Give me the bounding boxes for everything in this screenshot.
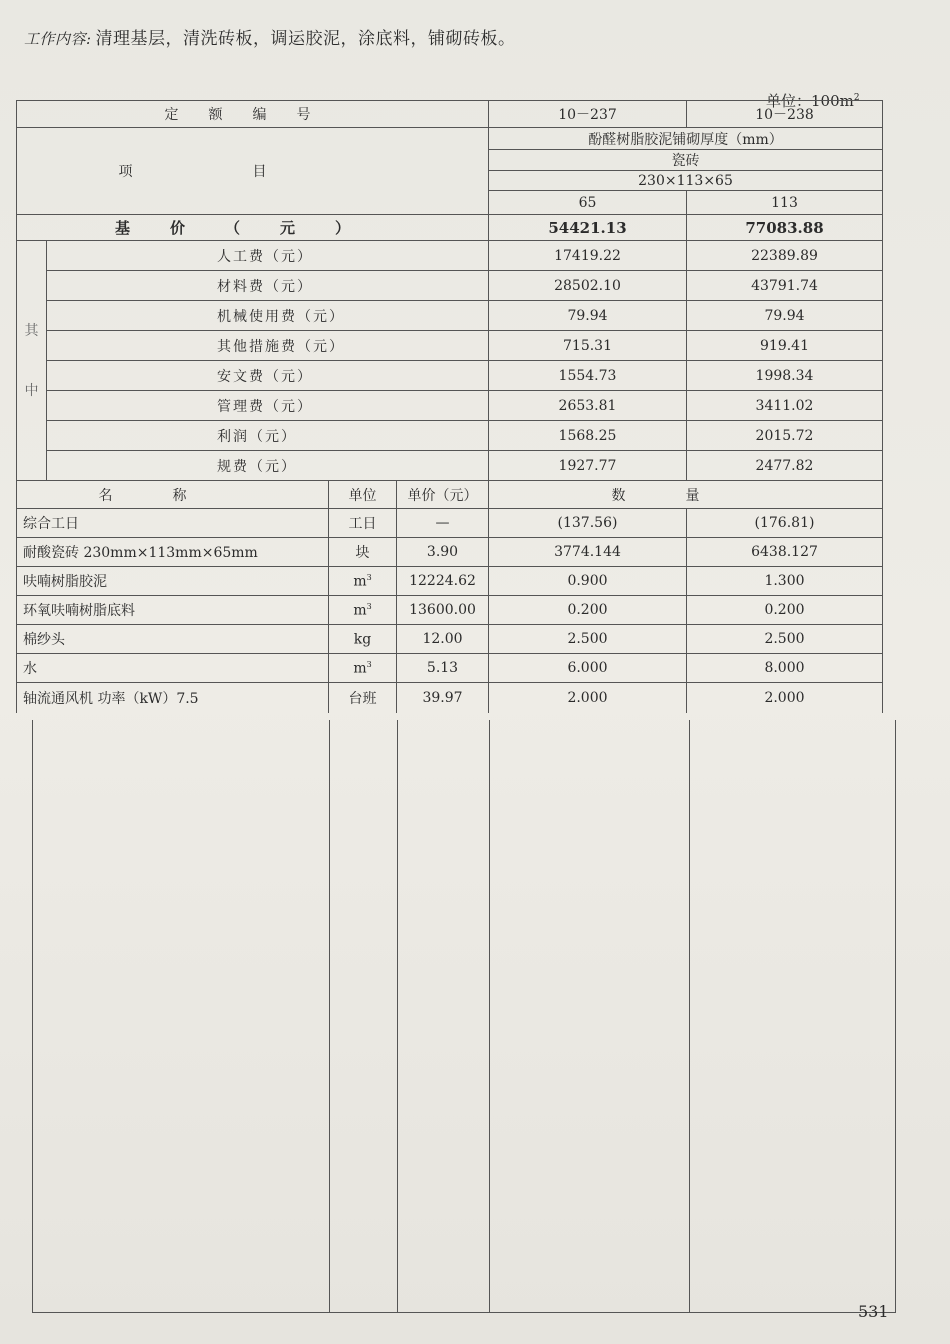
side-label-1: 其 bbox=[24, 322, 39, 339]
material-unit-text: m bbox=[353, 602, 367, 619]
material-unit-text: m bbox=[353, 573, 367, 590]
breakdown-v1: 2653.81 bbox=[489, 391, 687, 421]
breakdown-row bbox=[17, 331, 883, 361]
material-price: 13600.00 bbox=[397, 596, 489, 625]
material-unit bbox=[329, 509, 397, 538]
breakdown-label: 材料费（元） bbox=[47, 271, 489, 301]
breakdown-v1: 1554.73 bbox=[489, 361, 687, 391]
column-divider bbox=[329, 720, 330, 1312]
material-unit bbox=[329, 596, 397, 625]
breakdown-label: 安文费（元） bbox=[47, 361, 489, 391]
base-price-2: 77083.88 bbox=[687, 215, 883, 241]
side-label-2: 中 bbox=[24, 382, 39, 399]
item-desc-1: 酚醛树脂胶泥铺砌厚度（mm） bbox=[489, 128, 883, 150]
breakdown-v1: 79.94 bbox=[489, 301, 687, 331]
item-desc-3: 230×113×65 bbox=[489, 171, 883, 191]
material-unit-text: kg bbox=[353, 631, 372, 648]
material-name: 呋喃树脂胶泥 bbox=[17, 567, 329, 596]
column-header-row bbox=[17, 481, 883, 509]
work-content bbox=[24, 24, 516, 49]
item-label: 项目 bbox=[17, 128, 489, 215]
material-price: — bbox=[397, 509, 489, 538]
unit-label: 单位：100m bbox=[766, 92, 854, 110]
quota-no-row bbox=[17, 101, 883, 128]
side-label bbox=[17, 241, 47, 481]
material-price: 12.00 bbox=[397, 625, 489, 654]
material-name: 环氧呋喃树脂底料 bbox=[17, 596, 329, 625]
breakdown-v2: 79.94 bbox=[687, 301, 883, 331]
base-price-1: 54421.13 bbox=[489, 215, 687, 241]
thickness-2: 113 bbox=[687, 191, 883, 215]
col-header-unit: 单位 bbox=[329, 481, 397, 509]
breakdown-v1: 1568.25 bbox=[489, 421, 687, 451]
material-q2: 6438.127 bbox=[687, 538, 883, 567]
col-header-name: 名称 bbox=[17, 481, 329, 509]
breakdown-row bbox=[17, 301, 883, 331]
thickness-1: 65 bbox=[489, 191, 687, 215]
material-name: 水 bbox=[17, 654, 329, 683]
material-unit-text: 工日 bbox=[348, 516, 377, 532]
quota-no-2: 10－238 bbox=[687, 101, 883, 128]
material-q2: 1.300 bbox=[687, 567, 883, 596]
unit-sup: 2 bbox=[853, 93, 860, 103]
breakdown-row bbox=[17, 421, 883, 451]
breakdown-label: 人工费（元） bbox=[47, 241, 489, 271]
col-header-price: 单价（元） bbox=[397, 481, 489, 509]
material-row bbox=[17, 625, 883, 654]
machine-row bbox=[17, 683, 883, 713]
material-q1: 0.900 bbox=[489, 567, 687, 596]
breakdown-v1: 28502.10 bbox=[489, 271, 687, 301]
breakdown-v1: 715.31 bbox=[489, 331, 687, 361]
material-unit-sup: 3 bbox=[366, 601, 372, 611]
breakdown-label: 规费（元） bbox=[47, 451, 489, 481]
material-name: 综合工日 bbox=[17, 509, 329, 538]
base-price-row bbox=[17, 215, 883, 241]
material-row bbox=[17, 654, 883, 683]
work-content-text: 清理基层，清洗砖板，调运胶泥，涂底料，铺砌砖板。 bbox=[95, 29, 516, 49]
breakdown-v2: 3411.02 bbox=[687, 391, 883, 421]
column-divider bbox=[689, 720, 690, 1312]
breakdown-v2: 2477.82 bbox=[687, 451, 883, 481]
material-q1: (137.56) bbox=[489, 509, 687, 538]
breakdown-row bbox=[17, 391, 883, 421]
breakdown-v1: 1927.77 bbox=[489, 451, 687, 481]
material-row bbox=[17, 509, 883, 538]
material-unit bbox=[329, 625, 397, 654]
material-q1: 2.000 bbox=[489, 683, 687, 713]
breakdown-v2: 2015.72 bbox=[687, 421, 883, 451]
quota-table bbox=[16, 100, 883, 713]
column-divider bbox=[489, 720, 490, 1312]
breakdown-v1: 17419.22 bbox=[489, 241, 687, 271]
material-q1: 2.500 bbox=[489, 625, 687, 654]
material-unit-sup: 3 bbox=[366, 572, 372, 582]
material-q2: 2.000 bbox=[687, 683, 883, 713]
material-unit bbox=[329, 567, 397, 596]
quota-no-label: 定额编号 bbox=[17, 101, 489, 128]
table-empty-area bbox=[32, 720, 896, 1313]
breakdown-row bbox=[17, 241, 883, 271]
breakdown-v2: 1998.34 bbox=[687, 361, 883, 391]
quota-no-1: 10－237 bbox=[489, 101, 687, 128]
material-unit bbox=[329, 654, 397, 683]
breakdown-row bbox=[17, 451, 883, 481]
material-unit-sup: 3 bbox=[366, 659, 372, 669]
column-divider bbox=[397, 720, 398, 1312]
material-row bbox=[17, 596, 883, 625]
material-row bbox=[17, 538, 883, 567]
breakdown-label: 管理费（元） bbox=[47, 391, 489, 421]
material-price: 3.90 bbox=[397, 538, 489, 567]
material-q1: 6.000 bbox=[489, 654, 687, 683]
breakdown-row bbox=[17, 271, 883, 301]
breakdown-label: 机械使用费（元） bbox=[47, 301, 489, 331]
material-unit-text: m bbox=[353, 660, 367, 677]
breakdown-v2: 919.41 bbox=[687, 331, 883, 361]
material-q2: 0.200 bbox=[687, 596, 883, 625]
material-unit-text: 台班 bbox=[348, 690, 377, 707]
material-q2: 8.000 bbox=[687, 654, 883, 683]
item-desc-2: 瓷砖 bbox=[489, 150, 883, 171]
material-q2: (176.81) bbox=[687, 509, 883, 538]
page-number: 531 bbox=[858, 1302, 889, 1321]
material-unit-text: 块 bbox=[355, 545, 370, 561]
base-price-label: 基价（元） bbox=[17, 215, 489, 241]
col-header-qty: 数量 bbox=[489, 481, 883, 509]
material-name: 棉纱头 bbox=[17, 625, 329, 654]
material-q1: 0.200 bbox=[489, 596, 687, 625]
material-name: 耐酸瓷砖 230mm×113mm×65mm bbox=[17, 538, 329, 567]
material-price: 12224.62 bbox=[397, 567, 489, 596]
material-unit bbox=[329, 683, 397, 713]
breakdown-v2: 22389.89 bbox=[687, 241, 883, 271]
breakdown-label: 其他措施费（元） bbox=[47, 331, 489, 361]
material-price: 39.97 bbox=[397, 683, 489, 713]
material-q2: 2.500 bbox=[687, 625, 883, 654]
breakdown-label: 利润（元） bbox=[47, 421, 489, 451]
material-row bbox=[17, 567, 883, 596]
breakdown-row bbox=[17, 361, 883, 391]
breakdown-v2: 43791.74 bbox=[687, 271, 883, 301]
material-price: 5.13 bbox=[397, 654, 489, 683]
work-content-label: 工作内容: bbox=[24, 30, 92, 48]
material-q1: 3774.144 bbox=[489, 538, 687, 567]
material-name: 轴流通风机 功率（kW）7.5 bbox=[17, 683, 329, 713]
material-unit bbox=[329, 538, 397, 567]
item-row-1 bbox=[17, 128, 883, 150]
